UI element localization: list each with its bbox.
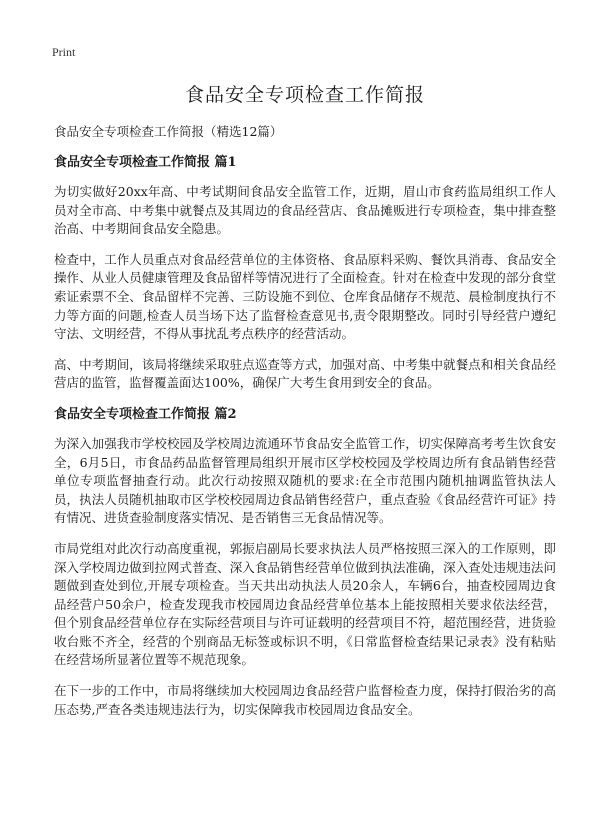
- print-link[interactable]: Print: [52, 45, 76, 59]
- paragraph: 在下一步的工作中，市局将继续加大校园周边食品经营户监督检查力度，保持打假治劣的高压态势,严查各类违规违法行为，切实保障我市校园周边食品安全。: [54, 683, 556, 717]
- section-1: [54, 154, 556, 393]
- paragraph: 为深入加强我市学校校园及学校周边流通环节食品安全监管工作，切实保障高考考生饮食安全，6月5日，市食品药品监督管理局组织开展市区学校校园及学校周边所有食品销售经营单位专项监督抽查行动。此次行动按照双随机的要求:在全市范围内随机抽调监管执法人员，执法人员随机抽取市区学校校园周边食品销售经营户，重点查验《食品经营许可证》持有情况、进货查验制度落实情况、是否销售三无食品情况等。: [54, 435, 556, 526]
- paragraph: 为切实做好20xx年高、中考试期间食品安全监管工作，近期，眉山市食药监局组织工作人员对全市高、中考集中就餐点及其周边的食品经营店、食品摊贩进行专项检查，集中排查整治高、中考期间食品安全隐患。: [54, 184, 556, 237]
- section-2: [54, 406, 556, 719]
- paragraph: 市局党组对此次行动高度重视，郭振启副局长要求执法人员严格按照三深入的工作原则，即深入学校周边做到拉网式普查、深入食品销售经营单位做到执法准确，深入查处违规违法问题做到查处到位,开展专项检查。当天共出动执法人员20余人，车辆6台，抽查校园周边食品经营户50余户，检查发现我市校园周边食品经营单位基本上能按照相关要求依法经营，但个别食品经营单位存在实际经营项目与许可证载明的经营项目不符，超范围经营，进货验收台账不齐全，经营的个别商品无标签或标识不明，《日常监督检查结果记录表》没有粘贴在经营场所显著位置等不规范现象。: [54, 540, 556, 668]
- section-heading: 食品安全专项检查工作简报 篇1: [54, 155, 237, 170]
- section-heading: 食品安全专项检查工作简报 篇2: [54, 406, 237, 422]
- document-title: 食品安全专项检查工作简报: [184, 84, 425, 106]
- document-subtitle: 食品安全专项检查工作简报（精选12篇）: [54, 124, 283, 139]
- paragraph: 检查中，工作人员重点对食品经营单位的主体资格、食品原料采购、餐饮具消毒、食品安全操作、从业人员健康管理及食品留样等情况进行了全面检查。针对在检查中发现的部分食堂索证索票不全、食品留样不完善、三防设施不到位、仓库食品储存不规范、晨检制度执行不力等方面的问题,检查人员当场下达了监督检查意见书,责令限期整改。同时引导经营户遵纪守法、文明经营，不得从事扰乱考点秩序的经营活动。: [54, 251, 556, 342]
- paragraph: 高、中考期间，该局将继续采取驻点巡查等方式，加强对高、中考集中就餐点和相关食品经营店的监管，监督覆盖面达100%，确保广大考生食用到安全的食品。: [54, 356, 556, 391]
